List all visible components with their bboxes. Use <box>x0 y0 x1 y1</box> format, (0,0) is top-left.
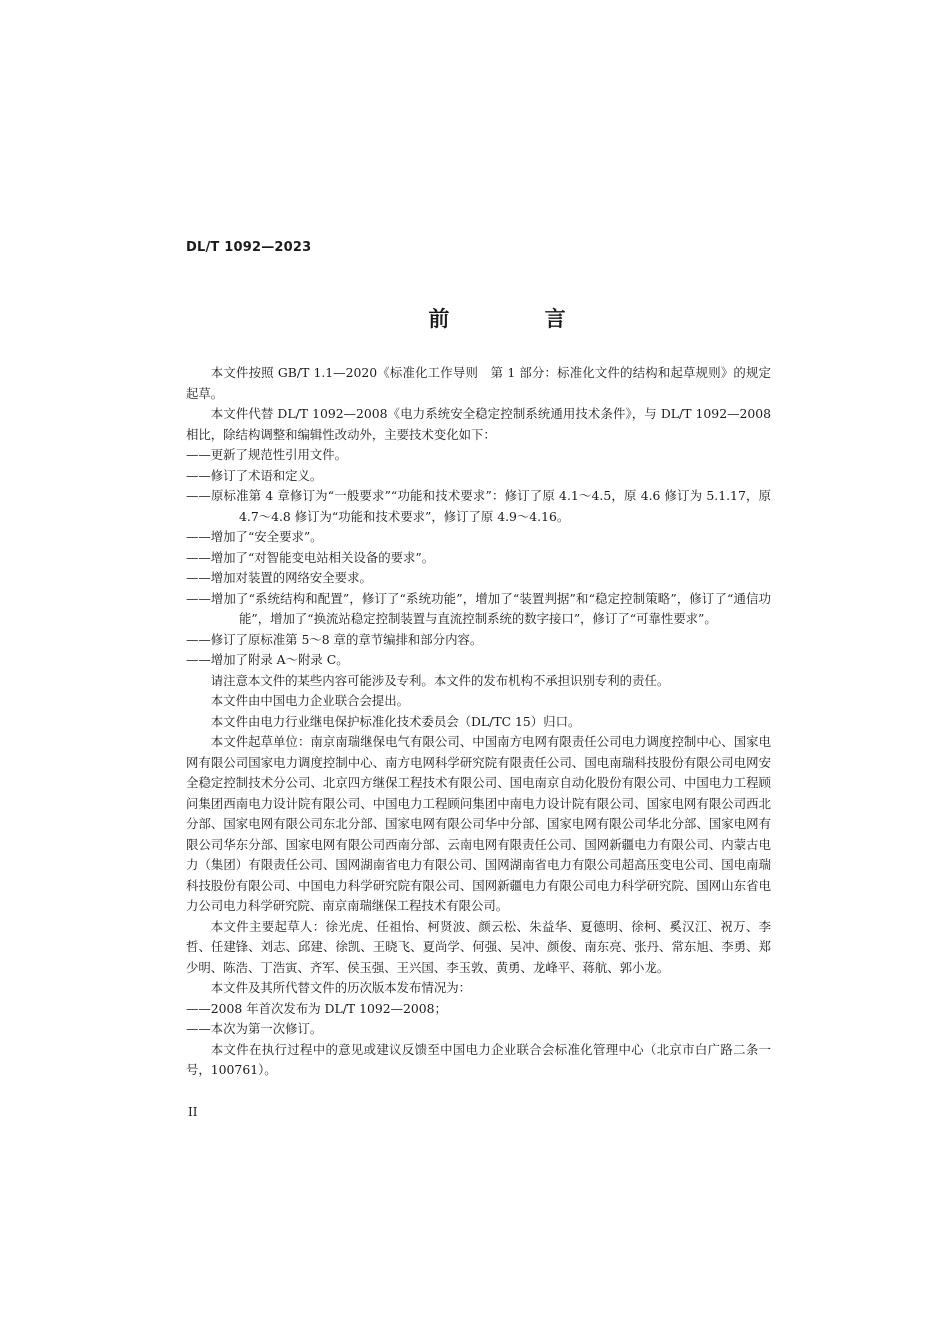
paragraph-proposer: 本文件由中国电力企业联合会提出。 <box>210 693 410 708</box>
paragraph-feedback: 本文件在执行过程中的意见或建议反馈至中国电力企业联合会标准化管理中心（北京市白广路二条一号，100761）。 <box>186 1041 771 1077</box>
change-item: ——增加了附录 A～附录 C。 <box>186 652 349 667</box>
change-item: ——增加了“系统结构和配置”，修订了“系统功能”，增加了“装置判据”和“稳定控制策略”，修订了“通信功能”，增加了“换流站稳定控制装置与直流控制系统的数字接口”，修订了“可靠性要求”。 <box>186 590 771 626</box>
change-item: ——修订了术语和定义。 <box>186 467 323 483</box>
paragraph-standard-basis: 本文件按照 GB/T 1.1—2020《标准化工作导则 第 1 部分：标准化文件的结构和起草规则》的规定起草。 <box>186 365 771 401</box>
change-item: ——修订了原标准第 5～8 章的章节编排和部分内容。 <box>186 631 483 647</box>
page-title: 前 言 <box>428 307 610 331</box>
page-number: II <box>188 1105 198 1119</box>
change-item: ——增加了“对智能变电站相关设备的要求”。 <box>186 549 435 565</box>
paragraph-replacement: 本文件代替 DL/T 1092—2008《电力系统安全稳定控制系统通用技术条件》，与 DL/T 1092—2008 相比，除结构调整和编辑性改动外，主要技术变化如下： <box>186 406 771 442</box>
paragraph-committee: 本文件由电力行业继电保护标准化技术委员会（DL/TC 15）归口。 <box>210 713 581 729</box>
change-item: ——增加了“安全要求”。 <box>186 529 323 544</box>
change-item: ——更新了规范性引用文件。 <box>186 447 348 462</box>
history-item: ——本次为第一次修订。 <box>186 1021 323 1036</box>
paragraph-history: 本文件及其所代替文件的历次版本发布情况为： <box>210 980 471 995</box>
foreword-body <box>186 363 771 1081</box>
change-item: ——原标准第 4 章修订为“一般要求”“功能和技术要求”：修订了原 4.1～4.5，原 4.6 修订为 5.1.17，原 4.7～4.8 修订为“功能和技术要求”，修订了原 4.9～4.16。 <box>186 488 771 524</box>
change-item: ——增加对装置的网络安全要求。 <box>186 570 372 585</box>
paragraph-patent-notice: 请注意本文件的某些内容可能涉及专利。本文件的发布机构不承担识别专利的责任。 <box>210 672 670 688</box>
document-code: DL/T 1092—2023 <box>186 240 312 255</box>
history-item: ——2008 年首次发布为 DL/T 1092—2008； <box>186 1000 447 1016</box>
paragraph-drafters: 本文件主要起草人：徐光虎、任祖怡、柯贤波、颜云松、朱益华、夏德明、徐柯、奚汉江、祝万、李哲、任建锋、刘志、邱建、徐凯、王晓飞、夏尚学、何强、吴冲、颜俊、南东亮、张丹、常东旭、李勇、郑少明、陈浩、丁浩寅、齐军、侯玉强、王兴国、李玉敦、黄勇、龙峰平、蒋航、郭小龙。 <box>186 918 771 975</box>
paragraph-drafting-units: 本文件起草单位：南京南瑞继保电气有限公司、中国南方电网有限责任公司电力调度控制中心、国家电网有限公司国家电力调度控制中心、南方电网科学研究院有限责任公司、国电南瑞科技股份有限公司电网安全稳定控制技术分公司、北京四方继保工程技术有限公司、国电南京自动化股份有限公司、中国电力工程顾问集团西南电力设计院有限公司、中国电力工程顾问集团中南电力设计院有限公司、国家电网有限公司西北分部、国家电网有限公司东北分部、国家电网有限公司华中分部、国家电网有限公司华北分部、国家电网有限公司华东分部、国家电网有限公司西南分部、云南电网有限责任公司、国网新疆电力有限公司、内蒙古电力（集团）有限责任公司、国网湖南省电力有限公司、国网湖南省电力有限公司超高压变电公司、国电南瑞科技股份有限公司、中国电力科学研究院有限公司、国网新疆电力有限公司电力科学研究院、国网山东省电力公司电力科学研究院、南京南瑞继保工程技术有限公司。 <box>186 734 771 913</box>
